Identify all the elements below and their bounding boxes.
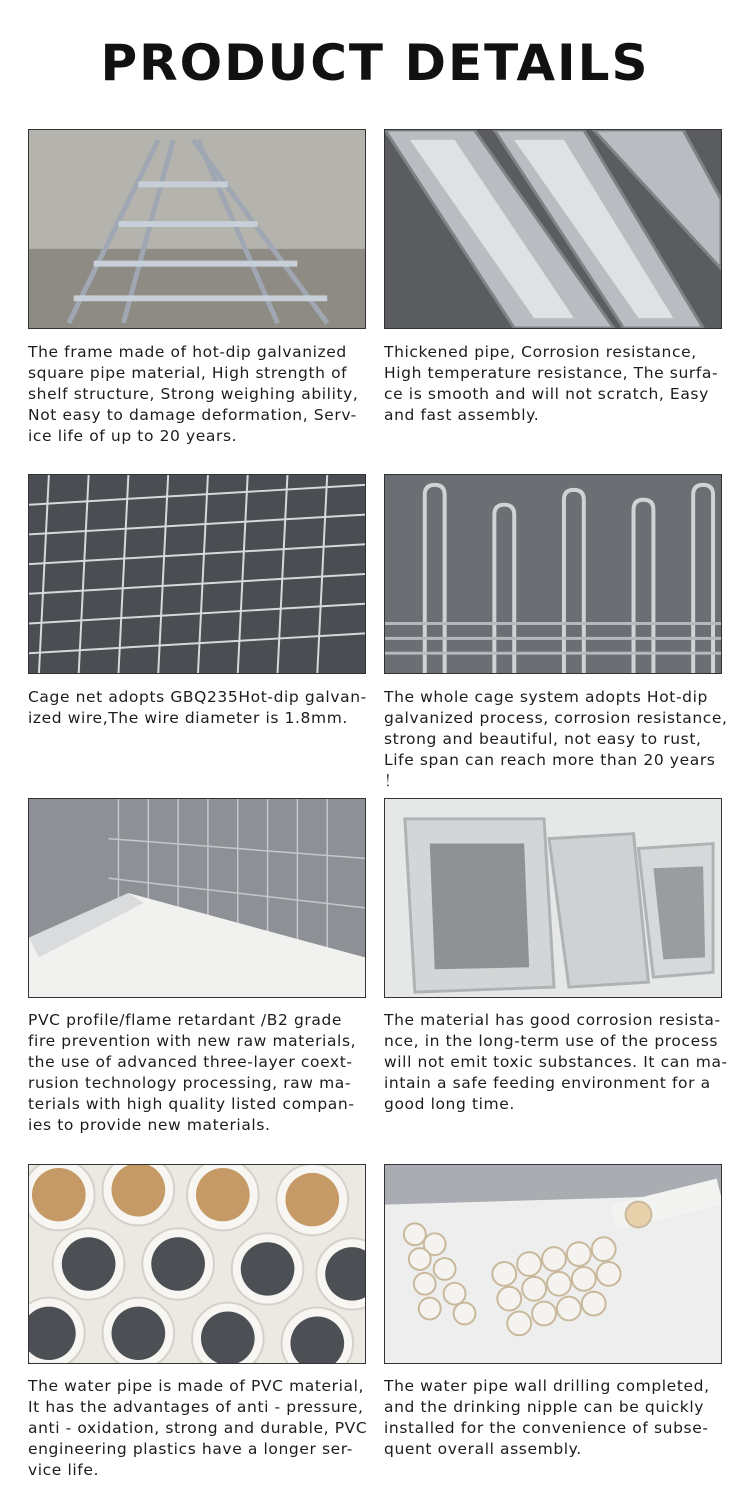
- caption-line: the use of advanced three-layer coext-: [28, 1053, 353, 1071]
- caption-line: Not easy to damage deformation, Serv-: [28, 406, 357, 424]
- caption-cage-system: [384, 687, 730, 792]
- caption-cage-net: [28, 687, 374, 729]
- caption-line: ice life of up to 20 years.: [28, 427, 238, 445]
- caption-line: The frame made of hot-dip galvanized: [28, 343, 347, 361]
- caption-line: strong and beautiful, not easy to rust,: [384, 730, 702, 748]
- caption-line: and fast assembly.: [384, 406, 540, 424]
- pvc-trough-photo: [28, 798, 366, 998]
- caption-line: terials with high quality listed compan-: [28, 1095, 355, 1113]
- caption-line: quent overall assembly.: [384, 1440, 582, 1458]
- caption-line: fire prevention with new raw materials,: [28, 1032, 357, 1050]
- caption-line: ized wire,The wire diameter is 1.8mm.: [28, 709, 348, 727]
- caption-line: galvanized process, corrosion resistance,: [384, 709, 728, 727]
- pvc-profile-photo: [384, 798, 722, 998]
- caption-line: nce, in the long-term use of the process: [384, 1032, 719, 1050]
- water-pipe-photo: [28, 1164, 366, 1364]
- page-title: PRODUCT DETAILS: [100, 34, 650, 92]
- caption-pvc-profile: [384, 1010, 730, 1115]
- caption-line: The water pipe wall drilling completed,: [384, 1377, 710, 1395]
- caption-water-pipe: [28, 1376, 374, 1481]
- caption-line: anti - oxidation, strong and durable, PVC: [28, 1419, 368, 1437]
- caption-line: PVC profile/flame retardant /B2 grade: [28, 1011, 343, 1029]
- caption-line: ce is smooth and will not scratch, Easy: [384, 385, 709, 403]
- caption-line: The water pipe is made of PVC material,: [28, 1377, 365, 1395]
- caption-line: good long time.: [384, 1095, 515, 1113]
- drilled-pipe-photo: [384, 1164, 722, 1364]
- caption-line: engineering plastics have a longer ser-: [28, 1440, 353, 1458]
- caption-line: shelf structure, Strong weighing ability,: [28, 385, 359, 403]
- caption-pvc-trough: [28, 1010, 374, 1136]
- caption-line: will not emit toxic substances. It can ma-: [384, 1053, 728, 1071]
- caption-pipe: [384, 342, 730, 426]
- caption-line: square pipe material, High strength of: [28, 364, 348, 382]
- galvanized-frame-photo: [28, 129, 366, 329]
- cage-system-photo: [384, 474, 722, 674]
- caption-line: intain a safe feeding environment for a: [384, 1074, 711, 1092]
- caption-line: and the drinking nipple can be quickly: [384, 1398, 705, 1416]
- caption-line: installed for the convenience of subse-: [384, 1419, 709, 1437]
- caption-line: High temperature resistance, The surfa-: [384, 364, 719, 382]
- caption-line: Thickened pipe, Corrosion resistance,: [384, 343, 697, 361]
- caption-line: vice life.: [28, 1461, 99, 1479]
- thickened-pipe-photo: [384, 129, 722, 329]
- caption-line: The material has good corrosion resista-: [384, 1011, 721, 1029]
- cage-net-photo: [28, 474, 366, 674]
- caption-line: rusion technology processing, raw ma-: [28, 1074, 352, 1092]
- caption-line: The whole cage system adopts Hot-dip: [384, 688, 708, 706]
- caption-line: ies to provide new materials.: [28, 1116, 271, 1134]
- caption-line: Life span can reach more than 20 years ！: [384, 751, 716, 790]
- caption-line: Cage net adopts GBQ235Hot-dip galvan-: [28, 688, 367, 706]
- caption-drilled-pipe: [384, 1376, 730, 1460]
- caption-frame: [28, 342, 374, 447]
- caption-line: It has the advantages of anti - pressure,: [28, 1398, 364, 1416]
